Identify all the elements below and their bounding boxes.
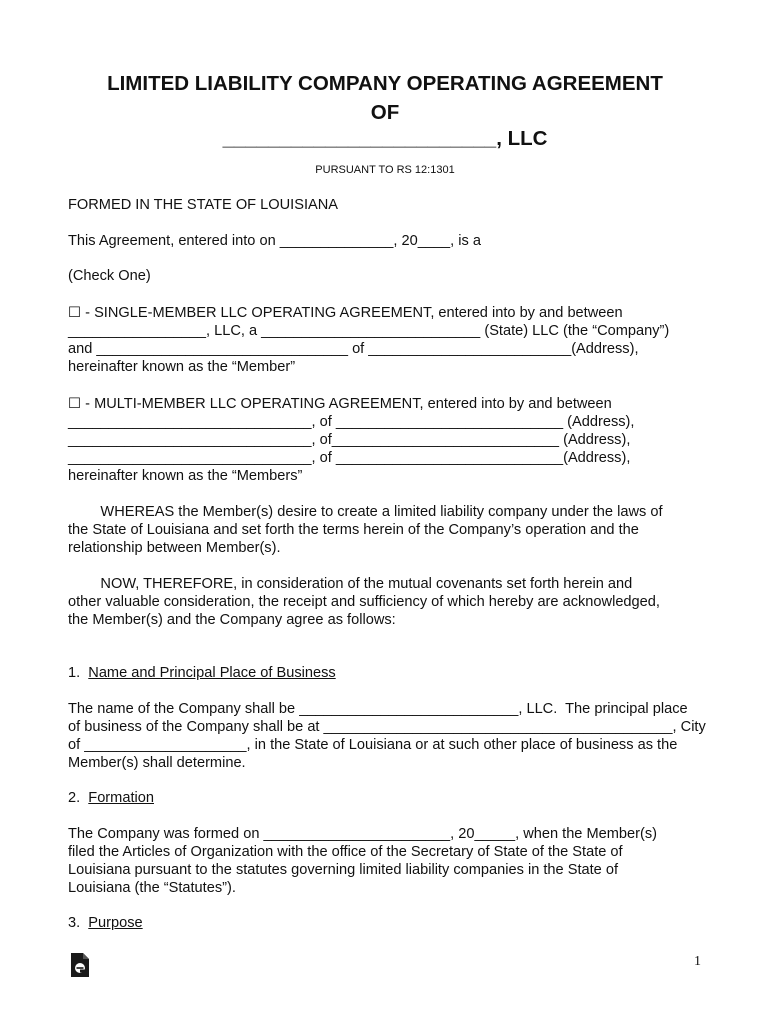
section2-line1: The Company was formed on _______________________, 20_____, when the Member(s) <box>68 826 658 842</box>
section2-title: Formation <box>88 790 154 806</box>
section2-heading <box>68 789 154 807</box>
section1-number: 1. <box>68 665 81 681</box>
single-member-checkbox[interactable]: ☐ <box>68 305 82 321</box>
check-one-label: (Check One) <box>68 268 151 284</box>
section3-heading <box>68 914 143 932</box>
document-title-line1: LIMITED LIABILITY COMPANY OPERATING AGREEMENT <box>107 72 663 95</box>
section1-line3: of ____________________, in the State of Louisiana or at such other place of business as the <box>68 737 678 753</box>
section1-title: Name and Principal Place of Business <box>88 665 336 681</box>
now-therefore-line3: the Member(s) and the Company agree as follows: <box>68 612 396 628</box>
single-member-label: - SINGLE-MEMBER LLC OPERATING AGREEMENT, entered into by and between <box>81 305 623 321</box>
agreement-date-line: This Agreement, entered into on ______________, 20____, is a <box>68 233 481 249</box>
multi-member-line3: ______________________________, of____________________________ (Address), <box>68 432 631 448</box>
section3-title: Purpose <box>88 915 143 931</box>
section2-line3: Louisiana pursuant to the statutes governing limited liability companies in the State of <box>68 862 619 878</box>
formed-state-line: FORMED IN THE STATE OF LOUISIANA <box>68 197 339 213</box>
section2-line4: Louisiana (the “Statutes”). <box>68 880 236 896</box>
document-title-line2: OF <box>370 101 400 124</box>
eforms-logo-icon <box>69 952 91 978</box>
whereas-line2: the State of Louisiana and set forth the terms herein of the Company’s operation and the <box>68 522 639 538</box>
section3-number: 3. <box>68 915 81 931</box>
single-member-line2: _________________, LLC, a ___________________________ (State) LLC (the “Company”) <box>68 323 670 339</box>
section1-heading <box>68 664 336 682</box>
section1-line4: Member(s) shall determine. <box>68 755 246 771</box>
section2-line2: filed the Articles of Organization with the office of the Secretary of State of the State of <box>68 844 623 860</box>
multi-member-line2: ______________________________, of ____________________________ (Address), <box>68 414 635 430</box>
now-therefore-line2: other valuable consideration, the receipt and sufficiency of which hereby are acknowledged, <box>68 594 660 610</box>
single-member-line3: and _______________________________ of _________________________(Address), <box>68 341 639 357</box>
whereas-line1: WHEREAS the Member(s) desire to create a limited liability company under the laws of <box>68 504 663 520</box>
multi-member-label: - MULTI-MEMBER LLC OPERATING AGREEMENT, entered into by and between <box>81 396 612 412</box>
multi-member-line4: ______________________________, of ____________________________(Address), <box>68 450 631 466</box>
single-member-option <box>68 304 623 322</box>
section1-line2: of business of the Company shall be at ___________________________________________, City <box>68 719 706 735</box>
whereas-line3: relationship between Member(s). <box>68 540 281 556</box>
page-number: 1 <box>694 954 701 969</box>
multi-member-line5: hereinafter known as the “Members” <box>68 468 303 484</box>
multi-member-option <box>68 395 612 413</box>
statute-subtitle: PURSUANT TO RS 12:1301 <box>315 164 455 176</box>
document-title-line3: ________________________, LLC <box>222 127 548 150</box>
section1-line1: The name of the Company shall be ___________________________, LLC. The principal place <box>68 701 688 717</box>
now-therefore-line1: NOW, THEREFORE, in consideration of the mutual covenants set forth herein and <box>68 576 633 592</box>
section2-number: 2. <box>68 790 81 806</box>
single-member-line4: hereinafter known as the “Member” <box>68 359 296 375</box>
multi-member-checkbox[interactable]: ☐ <box>68 396 82 412</box>
